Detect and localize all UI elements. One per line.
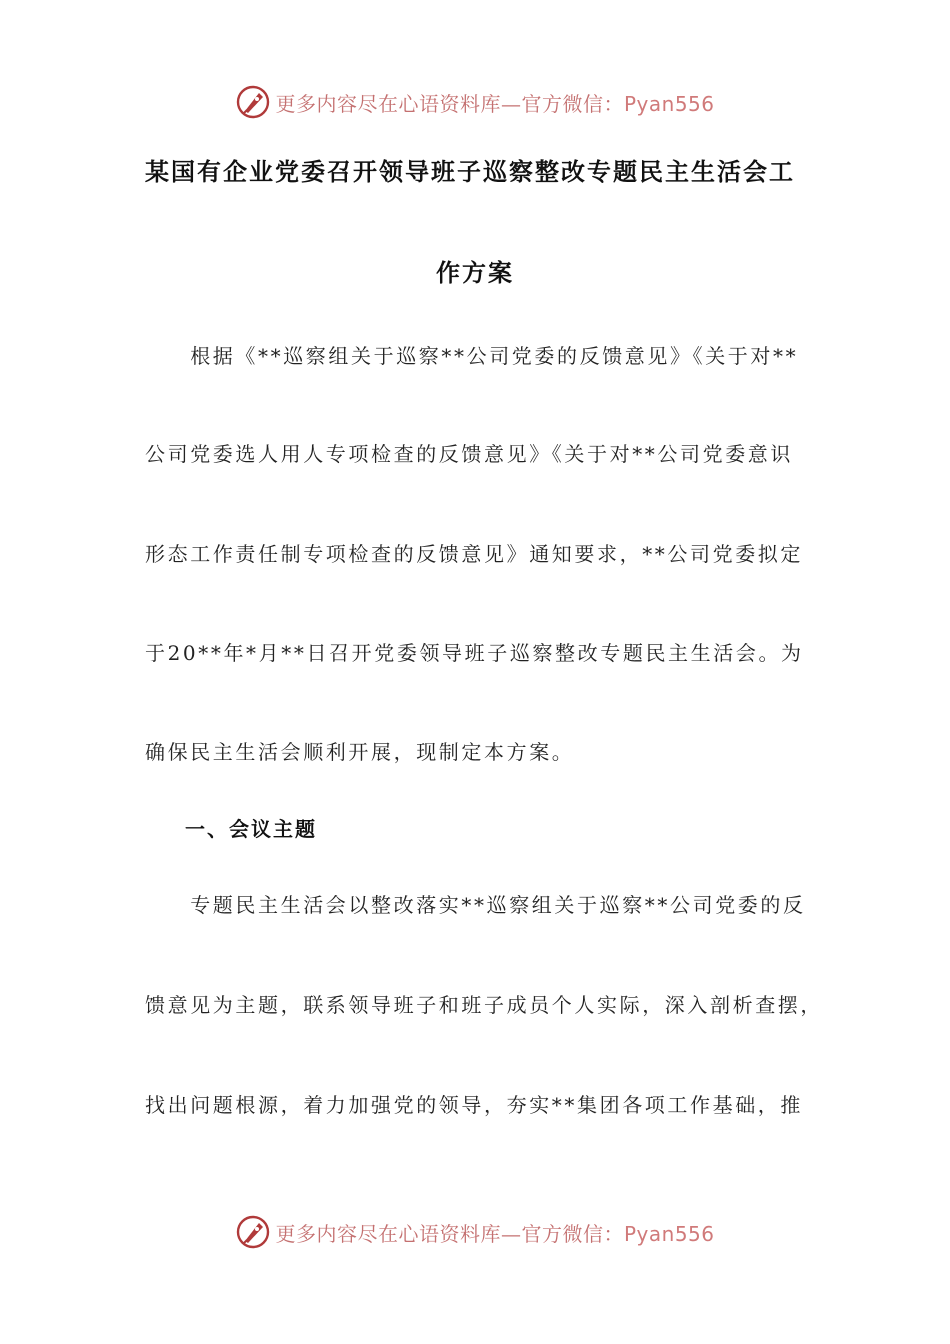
- paragraph-1-line-2: 公司党委选人用人专项检查的反馈意见》《关于对**公司党委意识: [145, 442, 793, 466]
- paragraph-2-line-1: 专题民主生活会以整改落实**巡察组关于巡察**公司党委的反: [145, 893, 806, 917]
- pen-nib-logo-icon: [235, 84, 271, 120]
- watermark-wechat-id: Pyan556: [623, 1221, 715, 1246]
- section-1-heading: 一、会议主题: [185, 817, 317, 841]
- watermark-header: [0, 80, 950, 124]
- document-title-line-1: 某国有企业党委召开领导班子巡察整改专题民主生活会工: [145, 157, 795, 186]
- watermark-text: [275, 88, 714, 117]
- document-title-line-2: 作方案: [436, 258, 514, 287]
- paragraph-2-line-2: 馈意见为主题，联系领导班子和班子成员个人实际，深入剖析查摆，: [145, 993, 823, 1017]
- watermark-wechat-id: Pyan556: [623, 91, 715, 116]
- pen-nib-logo-icon: [235, 1214, 271, 1250]
- paragraph-1-line-4: 于20**年*月**日召开党委领导班子巡察整改专题民主生活会。为: [145, 641, 804, 665]
- paragraph-1-line-1: 根据《**巡察组关于巡察**公司党委的反馈意见》《关于对**: [145, 344, 799, 368]
- watermark-footer: [0, 1210, 950, 1254]
- watermark-label: 更多内容尽在心语资料库—官方微信：: [275, 91, 624, 116]
- watermark-text: [275, 1218, 714, 1247]
- paragraph-1-line-5: 确保民主生活会顺利开展，现制定本方案。: [145, 740, 575, 764]
- watermark-label: 更多内容尽在心语资料库—官方微信：: [275, 1221, 624, 1246]
- paragraph-2-line-3: 找出问题根源，着力加强党的领导，夯实**集团各项工作基础，推: [145, 1093, 803, 1117]
- paragraph-1-line-3: 形态工作责任制专项检查的反馈意见》通知要求，**公司党委拟定: [145, 542, 803, 566]
